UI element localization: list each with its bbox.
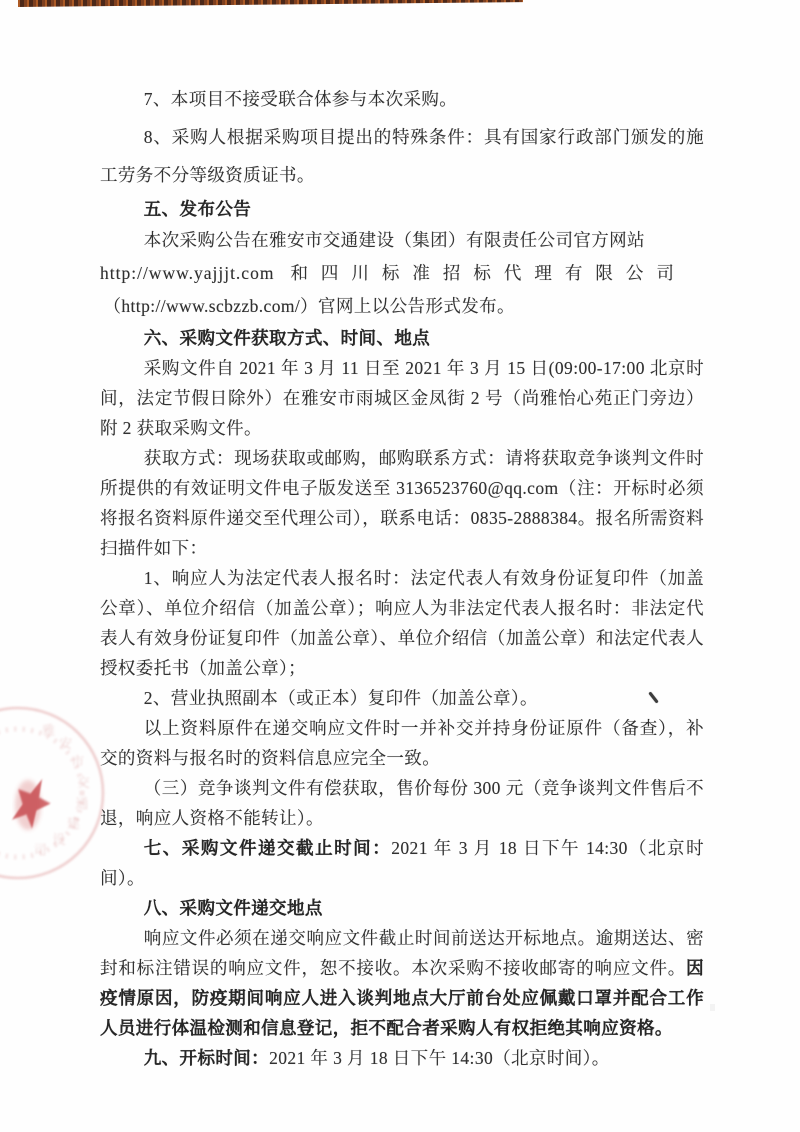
svg-text:安: 安 bbox=[59, 736, 73, 752]
obtain-method-paragraph: 获取方式：现场获取或邮购，邮购联系方式：请将获取竞争谈判文件时所提供的有效证明文件电子版发送至 3136523760@qq.com（注：开标时必须将报名资料原件递交至代理公司），联系电话：0835-2888384。报名所需资料扫描件如下： bbox=[100, 448, 704, 558]
opening-time-label: 九、开标时间： bbox=[143, 1048, 270, 1068]
agency-company-name: 和四川标准招标代理有限公司 bbox=[290, 263, 687, 283]
opening-time-value: 2021 年 3 月 18 日下午 14:30（北京时间）。 bbox=[269, 1048, 610, 1068]
seal-star-icon bbox=[6, 772, 59, 832]
svg-text:交: 交 bbox=[76, 774, 90, 790]
section-heading-6: 六、采购文件获取方式、时间、地点 bbox=[143, 328, 431, 348]
deadline-value: 2021 年 3 月 18 日下午 14:30（北京时间）。 bbox=[100, 838, 704, 888]
document-body bbox=[100, 80, 704, 1073]
section-heading-9 bbox=[100, 1043, 704, 1073]
svg-text:设: 设 bbox=[52, 831, 66, 847]
svg-text:司: 司 bbox=[33, 842, 47, 858]
submission-rules-normal: 响应文件必须在递交响应文件截止时间前送达开标地点。逾期送达、密封和标注错误的响应文件，恕不接收。本次采购不接收邮寄的响应文件。 bbox=[100, 928, 704, 978]
publish-paragraph-line2 bbox=[100, 257, 704, 290]
clause-8: 8、采购人根据采购项目提出的特殊条件：具有国家行政部门颁发的施工劳务不分等级资质证书。 bbox=[100, 127, 704, 185]
document-fee-paragraph: （三）竞争谈判文件有偿获取，售价每份 300 元（竞争谈判文件售后不退，响应人资格不能转让）。 bbox=[100, 778, 704, 828]
svg-text:雅: 雅 bbox=[42, 723, 56, 739]
seal-ring-characters bbox=[34, 723, 90, 857]
publish-paragraph-line3: （http://www.scbzzb.com/）官网上以公告形式发布。 bbox=[103, 296, 515, 316]
submission-rules-paragraph bbox=[100, 923, 704, 1043]
scan-edge-artifact bbox=[18, 0, 523, 7]
required-material-item-1: 1、响应人为法定代表人报名时：法定代表人有效身份证复印件（加盖公章）、单位介绍信（加盖公章）；响应人为非法定代表人报名时：非法定代表人有效身份证复印件（加盖公章）、单位介绍信（加盖公章）和法定代表人授权委托书（加盖公章）； bbox=[100, 568, 704, 678]
file-obtain-time-paragraph: 采购文件自 2021 年 3 月 11 日至 2021 年 3 月 15 日(09:00-17:00 北京时间，法定节假日除外）在雅安市雨城区金凤街 2 号（尚雅怡心苑正门旁边）附 2 获取采购文件。 bbox=[100, 358, 704, 438]
section-heading-7 bbox=[100, 833, 704, 893]
required-material-item-2: 2、营业执照副本（或正本）复印件（加盖公章）。 bbox=[143, 688, 538, 708]
scan-speck-artifact bbox=[710, 1004, 715, 1011]
website-url-yajjjt: http://www.yajjjt.com bbox=[100, 263, 275, 283]
svg-text:市: 市 bbox=[71, 754, 85, 770]
covid-requirement-text: 因疫情原因，防疫期间响应人进入谈判地点大厅前台处应佩戴口罩并配合工作人员进行体温检测和信息登记，拒不配合者采购人有权拒绝其响应资格。 bbox=[100, 958, 704, 1038]
svg-text:通: 通 bbox=[75, 796, 89, 812]
section-heading-5: 五、发布公告 bbox=[143, 199, 252, 219]
deadline-label: 七、采购文件递交截止时间： bbox=[143, 838, 392, 858]
clause-7: 7、本项目不接受联合体参与本次采购。 bbox=[143, 89, 458, 109]
section-heading-8: 八、采购文件递交地点 bbox=[143, 898, 323, 918]
original-documents-paragraph: 以上资料原件在递交响应文件时一并补交并持身份证原件（备查），补交的资料与报名时的资料信息应完全一致。 bbox=[100, 718, 704, 768]
publish-paragraph-line1: 本次采购公告在雅安市交通建设（集团）有限责任公司官方网站 bbox=[143, 230, 645, 250]
svg-text:建: 建 bbox=[66, 816, 80, 832]
